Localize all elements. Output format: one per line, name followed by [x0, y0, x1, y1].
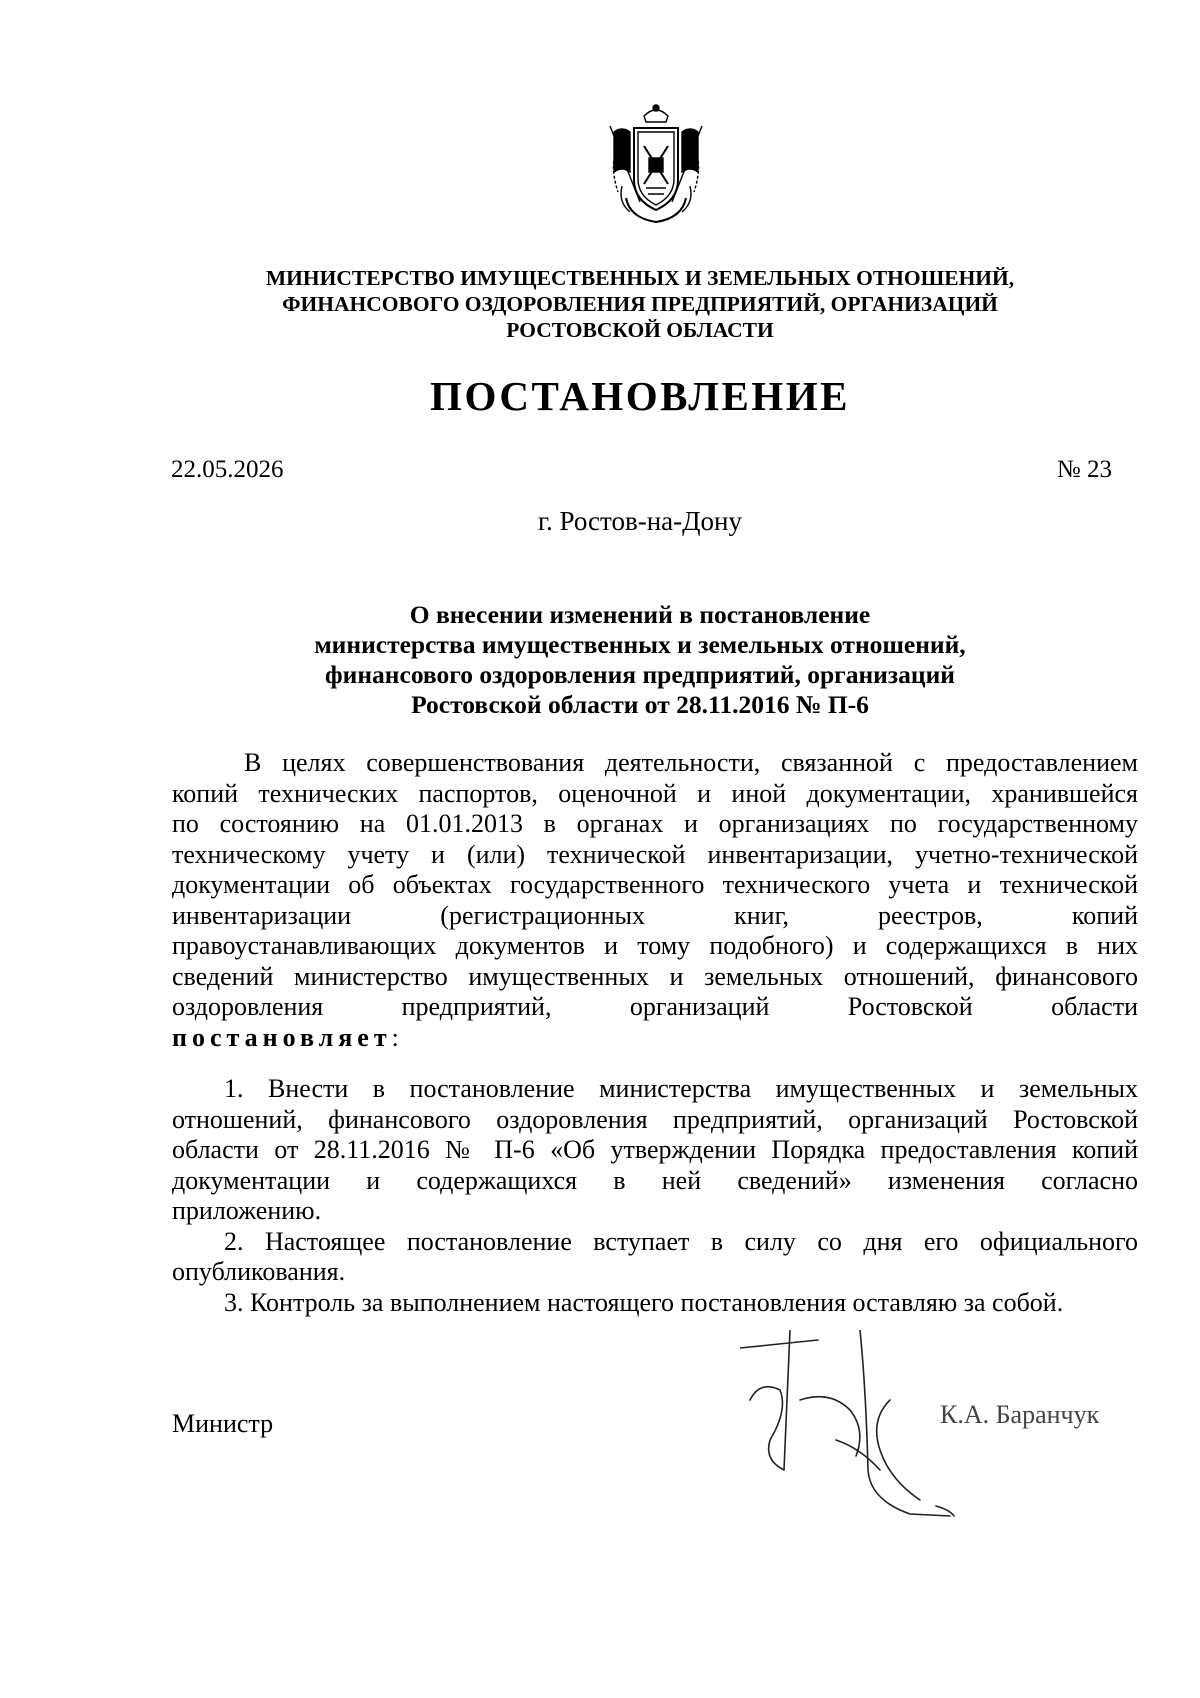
document-type: ПОСТАНОВЛЕНИЕ	[430, 373, 850, 419]
title-line-4: Ростовской области от 28.11.2016 № П-6	[411, 690, 869, 719]
resolution-items	[172, 1074, 1138, 1318]
title-line-1: О внесении изменений в постановление	[409, 600, 871, 629]
preamble-line: правоустанавливающих документов и тому подобного) и содержащихся в них	[172, 931, 1138, 960]
item-line: области от 28.11.2016 № П-6 «Об утверждении Порядка предоставления копий	[172, 1135, 1138, 1164]
ministry-line-3: РОСТОВСКОЙ ОБЛАСТИ	[506, 318, 774, 342]
title-line-2: министерства имущественных и земельных отношений,	[314, 630, 966, 659]
preamble-line: сведений министерство имущественных и земельных отношений, финансового	[172, 961, 1138, 991]
item-line: опубликования.	[172, 1257, 346, 1286]
item-line: 3. Контроль за выполнением настоящего постановления оставляю за собой.	[224, 1287, 1064, 1317]
document-city: г. Ростов-на-Дону	[537, 506, 742, 536]
resolves-colon: :	[391, 1022, 399, 1052]
ministry-line-1: МИНИСТЕРСТВО ИМУЩЕСТВЕННЫХ И ЗЕМЕЛЬНЫХ ОТНОШЕНИЙ,	[265, 266, 1015, 290]
coat-of-arms-icon	[600, 102, 712, 227]
resolves-word: постановляет	[172, 1022, 392, 1052]
item-line: приложению.	[172, 1196, 322, 1225]
preamble-line: оздоровления предприятий, организаций Ростовской области	[172, 992, 1138, 1021]
preamble-line: по состоянию на 01.01.2013 в органах и организациях по государственному	[172, 809, 1138, 838]
preamble-line: документации об объектах государственного технического учета и технической	[172, 870, 1138, 899]
document-date: 22.05.2026	[171, 456, 284, 483]
item-line: документации и содержащихся в ней сведений» изменения согласно	[172, 1165, 1138, 1195]
document-title	[190, 600, 1090, 720]
preamble-line: техническому учету и (или) технической инвентаризации, учетно-технической	[172, 839, 1138, 869]
preamble-paragraph	[172, 748, 1138, 1053]
title-line-3: финансового оздоровления предприятий, организаций	[325, 660, 955, 689]
item-line: 1. Внести в постановление министерства имущественных и земельных	[224, 1074, 1138, 1103]
document-number: № 23	[1056, 456, 1112, 483]
signer-name: К.А. Баранчук	[940, 1400, 1100, 1429]
resolves-line	[172, 1023, 1138, 1054]
item-line: 2. Настоящее постановление вступает в силу со дня его официального	[224, 1226, 1138, 1256]
item-line: отношений, финансового оздоровления предприятий, организаций Ростовской	[172, 1104, 1138, 1134]
preamble-line: В целях совершенствования деятельности, связанной с предоставлением	[244, 748, 1138, 777]
ministry-line-2: ФИНАНСОВОГО ОЗДОРОВЛЕНИЯ ПРЕДПРИЯТИЙ, ОРГАНИЗАЦИЙ	[282, 292, 998, 316]
ministry-name	[190, 265, 1090, 343]
preamble-line: копий технических паспортов, оценочной и иной документации, хранившейся	[172, 778, 1138, 808]
signer-position: Министр	[172, 1409, 274, 1438]
preamble-line: инвентаризации (регистрационных книг, реестров, копий	[172, 900, 1138, 930]
